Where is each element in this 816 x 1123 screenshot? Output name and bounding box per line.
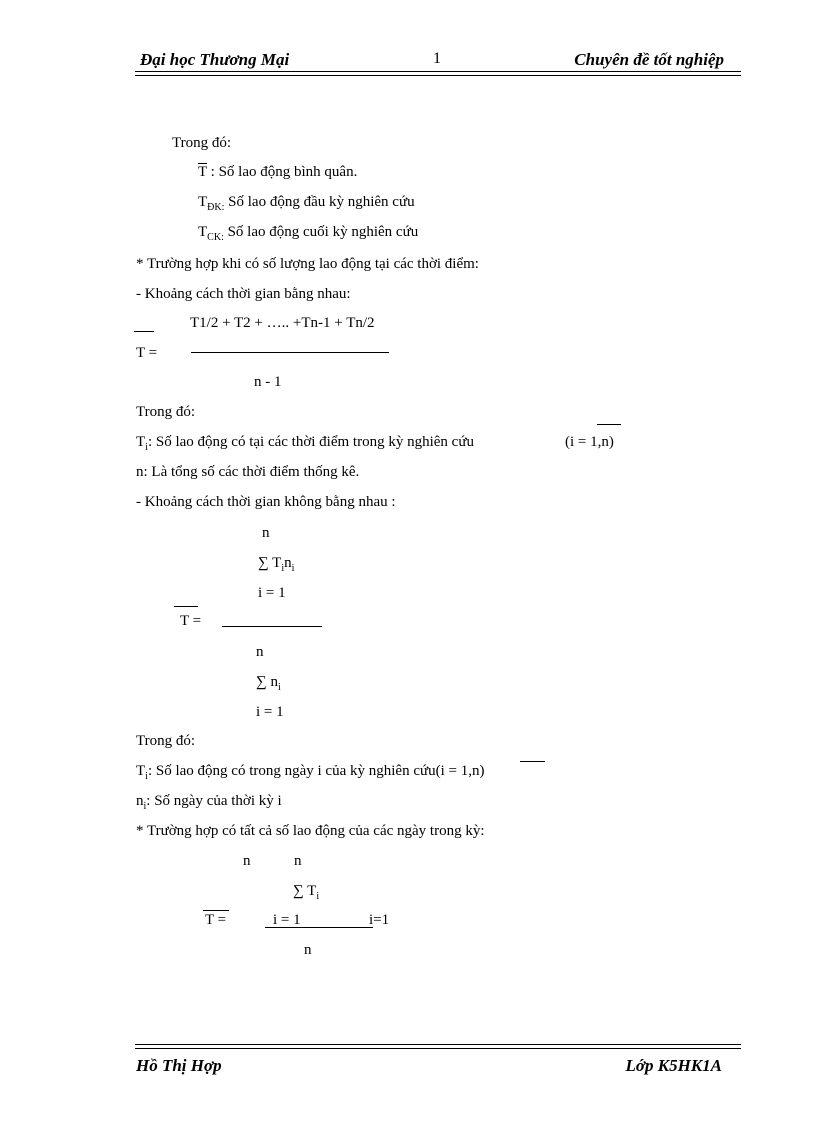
def-n: n: Là tổng số các thời điểm thống kê. — [136, 464, 360, 480]
def-ni-text: : Số ngày của thời kỳ i — [146, 793, 282, 809]
def-t-average-text: : Số lao động bình quân. — [206, 164, 358, 180]
tdk-subscript: ĐK: — [207, 202, 225, 213]
f3-sum-t: ∑ T — [293, 883, 317, 899]
ti2-symbol: T — [136, 763, 146, 779]
f3-i1: i = 1 — [273, 912, 301, 928]
case-1-heading: * Trường hợp khi có số lượng lao động tại các thời điểm: — [136, 256, 479, 272]
f2-den-lower: i = 1 — [256, 704, 284, 720]
tck-symbol: T — [198, 224, 208, 240]
f3-den: n — [304, 942, 312, 958]
trong-do-heading: Trong đó: — [172, 135, 232, 151]
def-ti — [136, 434, 474, 453]
f2-sum-ti: ∑ T — [258, 555, 282, 571]
f1-lhs-overbar — [134, 331, 154, 332]
f2-num-upper: n — [262, 525, 270, 541]
f2-ni-sub: i — [291, 563, 295, 574]
range-overbar — [597, 424, 621, 425]
page-number: 1 — [433, 50, 441, 67]
f3-n-left: n — [243, 853, 251, 869]
f3-sum-sub: i — [316, 891, 320, 902]
f2-den-upper: n — [256, 644, 264, 660]
def-ti2-text: : Số lao động có trong ngày i của kỳ nghiên cứu(i = 1,n) — [147, 763, 485, 779]
def-ni — [136, 793, 282, 812]
footer-rule-bottom — [135, 1048, 741, 1049]
trong-do-heading-2: Trong đó: — [136, 404, 196, 420]
tck-subscript: CK: — [207, 232, 224, 243]
f2-den-sum — [256, 674, 281, 693]
case-1a-heading: - Khoảng cách thời gian bằng nhau: — [136, 286, 351, 302]
f2-num-sum — [258, 555, 294, 574]
def-t-dk — [198, 194, 415, 213]
def-t-ck — [198, 224, 418, 243]
def-ti-text: : Số lao động có tại các thời điểm trong kỳ nghiên cứu — [147, 434, 474, 450]
f2-sum-ni: ∑ n — [256, 674, 278, 690]
header-left: Đại học Thương Mại — [140, 50, 290, 69]
header-rule-top — [135, 71, 741, 72]
f2-n: n — [284, 555, 292, 571]
case-2-heading: * Trường hợp có tất cả số lao động của các ngày trong kỳ: — [136, 823, 485, 839]
header-rule-bottom — [135, 75, 741, 76]
ni-subscript: i — [143, 801, 147, 812]
ti-subscript: i — [145, 442, 148, 453]
f1-numerator: T1/2 + T2 + ….. +Tn-1 + Tn/2 — [190, 315, 375, 331]
f3-lhs-overbar — [203, 910, 229, 911]
ti2-subscript: i — [145, 771, 148, 782]
def-ti-day — [136, 763, 484, 782]
f2-den-sub: i — [277, 682, 281, 693]
tdk-symbol: T — [198, 194, 208, 210]
footer-right: Lớp K5HK1A — [625, 1056, 722, 1075]
f3-n-top: n — [294, 853, 302, 869]
footer-left: Hồ Thị Hợp — [136, 1056, 222, 1075]
f2-ti-sub: i — [281, 563, 285, 574]
f1-lhs: T = — [136, 345, 158, 361]
def-t-average — [198, 164, 357, 181]
f2-lhs-overbar — [174, 606, 198, 607]
f2-lhs: T = — [180, 613, 202, 629]
t-bar-symbol: $\overline{T}$ — [198, 164, 207, 180]
case-1b-heading: - Khoảng cách thời gian không bằng nhau : — [136, 494, 396, 510]
f1-denominator: n - 1 — [254, 374, 282, 390]
f3-i1b: i=1 — [369, 912, 390, 928]
ni-symbol: n — [136, 793, 144, 809]
ti-symbol: T — [136, 434, 146, 450]
f2-fraction-line — [222, 626, 322, 627]
f3-lhs: T = — [205, 912, 227, 928]
f3-fraction-line — [265, 927, 373, 928]
f1-fraction-line — [191, 352, 389, 353]
trong-do-heading-3: Trong đó: — [136, 733, 196, 749]
f2-num-lower: i = 1 — [258, 585, 286, 601]
ti-range: (i = 1,n) — [565, 434, 614, 450]
def-tck-text: Số lao động cuối kỳ nghiên cứu — [223, 224, 419, 240]
ti2-range-overbar — [520, 761, 545, 762]
header-right: Chuyên đề tốt nghiệp — [574, 50, 724, 69]
f3-sum — [293, 883, 319, 902]
def-tdk-text: Số lao động đầu kỳ nghiên cứu — [224, 194, 415, 210]
footer-rule-top — [135, 1044, 741, 1045]
